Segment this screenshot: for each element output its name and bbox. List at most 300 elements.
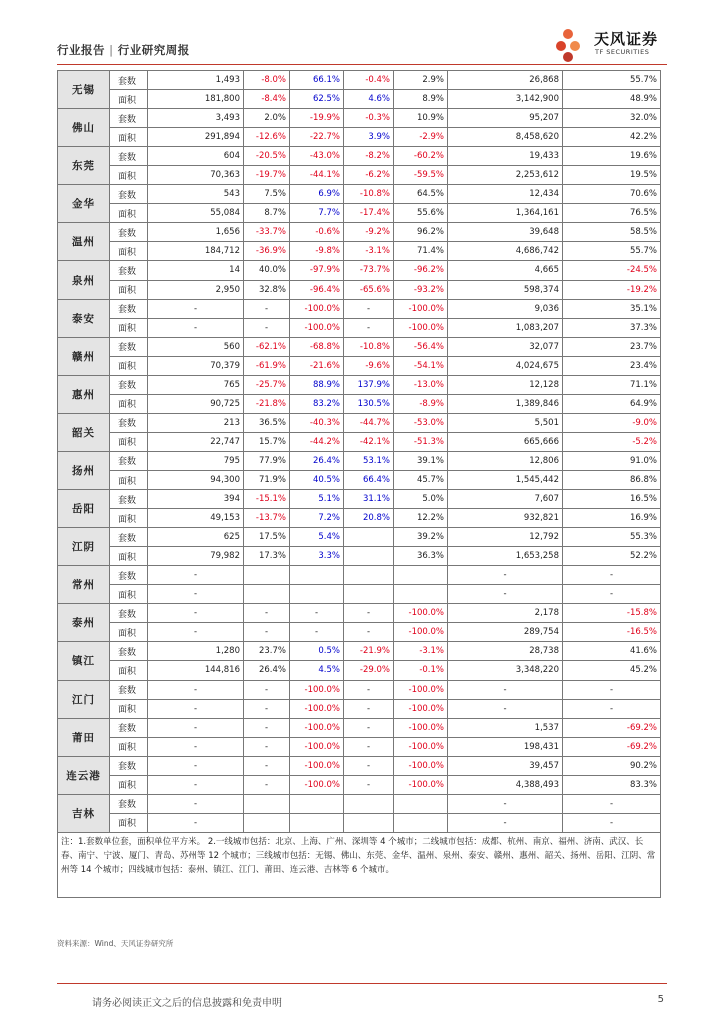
city-name: 惠州 (58, 375, 110, 413)
cell-c4: 40.5% (290, 470, 344, 489)
cell-c4: -44.2% (290, 432, 344, 451)
cell-c7: - (448, 680, 563, 699)
table-row (58, 432, 661, 451)
table-row (58, 71, 661, 90)
cell-c5: 53.1% (344, 451, 394, 470)
cell-c3: -15.1% (244, 490, 290, 509)
cell-c7: 2,253,612 (448, 166, 563, 185)
cell-c5: 31.1% (344, 490, 394, 509)
cell-c7: 289,754 (448, 623, 563, 642)
cell-c3: -8.0% (244, 71, 290, 90)
cell-c6: -100.0% (394, 737, 448, 756)
cell-c3: - (244, 680, 290, 699)
cell-c7: 12,806 (448, 451, 563, 470)
metric-label: 套数 (110, 223, 148, 242)
city-name: 无锡 (58, 71, 110, 109)
cell-c6: -100.0% (394, 604, 448, 623)
cell-c8: 86.8% (563, 470, 661, 489)
cell-c6: -0.1% (394, 661, 448, 680)
cell-c4: 3.3% (290, 547, 344, 566)
cell-c3: 32.8% (244, 280, 290, 299)
cell-c4: -100.0% (290, 718, 344, 737)
cell-c2: - (148, 604, 244, 623)
logo-name-cn: 天风证券 (594, 30, 659, 48)
table-note-row (58, 832, 661, 897)
cell-c4: -21.6% (290, 356, 344, 375)
cell-c5: -44.7% (344, 413, 394, 432)
cell-c8: 32.0% (563, 109, 661, 128)
cell-c8: 71.1% (563, 375, 661, 394)
cell-c5: -3.1% (344, 242, 394, 261)
table-row (58, 509, 661, 528)
metric-label: 面积 (110, 813, 148, 832)
cell-c3: - (244, 318, 290, 337)
cell-c5 (344, 585, 394, 604)
metric-label: 套数 (110, 109, 148, 128)
cell-c4: -43.0% (290, 147, 344, 166)
table-row (58, 451, 661, 470)
cell-c2: 22,747 (148, 432, 244, 451)
metric-label: 面积 (110, 547, 148, 566)
metric-label: 面积 (110, 585, 148, 604)
metric-label: 套数 (110, 337, 148, 356)
metric-label: 面积 (110, 394, 148, 413)
cell-c6: 96.2% (394, 223, 448, 242)
cell-c8: 23.4% (563, 356, 661, 375)
cell-c2: - (148, 299, 244, 318)
cell-c3: 40.0% (244, 261, 290, 280)
cell-c8: -69.2% (563, 737, 661, 756)
disclaimer-text: 请务必阅读正文之后的信息披露和免责申明 (92, 998, 282, 1009)
cell-c2: - (148, 718, 244, 737)
cell-c3: 77.9% (244, 451, 290, 470)
cell-c3: - (244, 604, 290, 623)
table-row (58, 737, 661, 756)
cell-c2: 1,280 (148, 642, 244, 661)
cell-c5: 130.5% (344, 394, 394, 413)
cell-c8: 16.5% (563, 490, 661, 509)
cell-c5: - (344, 299, 394, 318)
cell-c3: 26.4% (244, 661, 290, 680)
cell-c5: 3.9% (344, 128, 394, 147)
cell-c5: -21.9% (344, 642, 394, 661)
cell-c5: - (344, 604, 394, 623)
cell-c4: -68.8% (290, 337, 344, 356)
cell-c5: 137.9% (344, 375, 394, 394)
table-row (58, 147, 661, 166)
cell-c3: -62.1% (244, 337, 290, 356)
cell-c8: 19.5% (563, 166, 661, 185)
cell-c7: 12,128 (448, 375, 563, 394)
cell-c4: -97.9% (290, 261, 344, 280)
cell-c7: 26,868 (448, 71, 563, 90)
metric-label: 面积 (110, 623, 148, 642)
cell-c3: -21.8% (244, 394, 290, 413)
cell-c8: -9.0% (563, 413, 661, 432)
table-row (58, 623, 661, 642)
cell-c7: 1,389,846 (448, 394, 563, 413)
cell-c5 (344, 547, 394, 566)
cell-c5: 66.4% (344, 470, 394, 489)
metric-label: 套数 (110, 642, 148, 661)
cell-c2: 3,493 (148, 109, 244, 128)
table-row (58, 261, 661, 280)
cell-c6: 39.1% (394, 451, 448, 470)
table-row (58, 661, 661, 680)
cell-c5: -0.4% (344, 71, 394, 90)
city-name: 泰安 (58, 299, 110, 337)
cell-c4: -9.8% (290, 242, 344, 261)
cell-c7: 39,648 (448, 223, 563, 242)
cell-c5: - (344, 699, 394, 718)
cell-c4 (290, 794, 344, 813)
cell-c8: - (563, 813, 661, 832)
cell-c3: -13.7% (244, 509, 290, 528)
metric-label: 面积 (110, 509, 148, 528)
cell-c7: 1,545,442 (448, 470, 563, 489)
cell-c6: -3.1% (394, 642, 448, 661)
cell-c8: -69.2% (563, 718, 661, 737)
cell-c3: 23.7% (244, 642, 290, 661)
cell-c6: -100.0% (394, 699, 448, 718)
cell-c2: 625 (148, 528, 244, 547)
cell-c3: 7.5% (244, 185, 290, 204)
city-name: 常州 (58, 566, 110, 604)
cell-c6: 45.7% (394, 470, 448, 489)
cell-c7: - (448, 699, 563, 718)
cell-c8: 76.5% (563, 204, 661, 223)
table-row (58, 185, 661, 204)
table-row (58, 642, 661, 661)
cell-c8: 91.0% (563, 451, 661, 470)
metric-label: 套数 (110, 566, 148, 585)
cell-c8: - (563, 680, 661, 699)
table-row (58, 375, 661, 394)
city-sales-table-container (57, 70, 660, 898)
cell-c6: -100.0% (394, 756, 448, 775)
logo-name-en: TF SECURITIES (595, 48, 650, 56)
cell-c8: 58.5% (563, 223, 661, 242)
cell-c7: 3,142,900 (448, 90, 563, 109)
table-row (58, 318, 661, 337)
cell-c2: 70,379 (148, 356, 244, 375)
cell-c2: 765 (148, 375, 244, 394)
city-name: 连云港 (58, 756, 110, 794)
cell-c8: 55.7% (563, 71, 661, 90)
cell-c3 (244, 794, 290, 813)
cell-c7: 4,388,493 (448, 775, 563, 794)
cell-c5: 20.8% (344, 509, 394, 528)
cell-c2: - (148, 813, 244, 832)
metric-label: 面积 (110, 775, 148, 794)
cell-c3: 36.5% (244, 413, 290, 432)
cell-c7: - (448, 585, 563, 604)
cell-c4: 4.5% (290, 661, 344, 680)
cell-c5: -29.0% (344, 661, 394, 680)
cell-c4: 0.5% (290, 642, 344, 661)
cell-c2: - (148, 699, 244, 718)
table-row (58, 337, 661, 356)
cell-c5: -10.8% (344, 337, 394, 356)
cell-c2: 184,712 (148, 242, 244, 261)
cell-c6 (394, 585, 448, 604)
cell-c7: 4,024,675 (448, 356, 563, 375)
metric-label: 套数 (110, 375, 148, 394)
cell-c3: 17.5% (244, 528, 290, 547)
cell-c2: 181,800 (148, 90, 244, 109)
tf-logo-icon (554, 26, 592, 64)
cell-c4: -100.0% (290, 775, 344, 794)
city-name: 扬州 (58, 451, 110, 489)
cell-c7: 9,036 (448, 299, 563, 318)
cell-c8: 42.2% (563, 128, 661, 147)
table-row (58, 680, 661, 699)
cell-c7: - (448, 813, 563, 832)
cell-c7: 32,077 (448, 337, 563, 356)
cell-c8: 48.9% (563, 90, 661, 109)
cell-c7: - (448, 566, 563, 585)
cell-c2: 49,153 (148, 509, 244, 528)
cell-c2: 94,300 (148, 470, 244, 489)
cell-c8: -15.8% (563, 604, 661, 623)
metric-label: 套数 (110, 528, 148, 547)
cell-c2: - (148, 585, 244, 604)
city-name: 泉州 (58, 261, 110, 299)
cell-c3: 2.0% (244, 109, 290, 128)
cell-c2: - (148, 794, 244, 813)
cell-c4: -100.0% (290, 737, 344, 756)
cell-c8: - (563, 699, 661, 718)
cell-c3 (244, 566, 290, 585)
cell-c3: -20.5% (244, 147, 290, 166)
cell-c4: 66.1% (290, 71, 344, 90)
metric-label: 套数 (110, 451, 148, 470)
cell-c3 (244, 585, 290, 604)
cell-c7: 598,374 (448, 280, 563, 299)
metric-label: 面积 (110, 204, 148, 223)
city-name: 韶关 (58, 413, 110, 451)
cell-c7: 1,537 (448, 718, 563, 737)
cell-c6: 10.9% (394, 109, 448, 128)
cell-c5: 4.6% (344, 90, 394, 109)
cell-c6: 8.9% (394, 90, 448, 109)
cell-c6: -59.5% (394, 166, 448, 185)
metric-label: 面积 (110, 737, 148, 756)
cell-c7: 4,665 (448, 261, 563, 280)
cell-c2: 1,493 (148, 71, 244, 90)
table-row (58, 413, 661, 432)
cell-c6: 2.9% (394, 71, 448, 90)
cell-c6: 71.4% (394, 242, 448, 261)
table-row (58, 166, 661, 185)
cell-c8: 55.7% (563, 242, 661, 261)
cell-c7: 1,083,207 (448, 318, 563, 337)
cell-c8: 55.3% (563, 528, 661, 547)
cell-c2: 90,725 (148, 394, 244, 413)
cell-c5: - (344, 623, 394, 642)
table-row (58, 299, 661, 318)
cell-c3: 8.7% (244, 204, 290, 223)
cell-c7: 4,686,742 (448, 242, 563, 261)
cell-c5: -73.7% (344, 261, 394, 280)
table-row (58, 528, 661, 547)
cell-c7: 5,501 (448, 413, 563, 432)
city-name: 镇江 (58, 642, 110, 680)
cell-c8: 45.2% (563, 661, 661, 680)
cell-c3: -25.7% (244, 375, 290, 394)
cell-c3: - (244, 775, 290, 794)
cell-c4: -22.7% (290, 128, 344, 147)
cell-c8: 52.2% (563, 547, 661, 566)
cell-c5: -17.4% (344, 204, 394, 223)
cell-c6: -93.2% (394, 280, 448, 299)
metric-label: 套数 (110, 261, 148, 280)
city-name: 江门 (58, 680, 110, 718)
cell-c7: 8,458,620 (448, 128, 563, 147)
table-note: 注：1.套数单位套，面积单位平方米。 2.一线城市包括：北京、上海、广州、深圳等 4 个城市；二线城市包括：成都、杭州、南京、福州、济南、武汉、长春、南宁、宁波、厦门、青岛、苏州等 12 个城市；三线城市包括：无锡、佛山、东莞、金华、温州、泉州、泰安、赣州、惠州、韶关、扬州、岳阳、江阴、常州等 14 个城市；四线城市包括：泰州、镇江、江门、莆田、连云港、吉林等 6 个城市。 (58, 832, 661, 897)
cell-c5: - (344, 680, 394, 699)
table-row (58, 718, 661, 737)
cell-c3: -36.9% (244, 242, 290, 261)
cell-c6: -2.9% (394, 128, 448, 147)
table-row (58, 394, 661, 413)
cell-c4: 7.2% (290, 509, 344, 528)
cell-c2: 55,084 (148, 204, 244, 223)
cell-c2: - (148, 756, 244, 775)
cell-c7: - (448, 794, 563, 813)
cell-c6: -100.0% (394, 318, 448, 337)
cell-c3: -19.7% (244, 166, 290, 185)
cell-c5: - (344, 718, 394, 737)
cell-c4: - (290, 623, 344, 642)
cell-c5 (344, 794, 394, 813)
table-row (58, 756, 661, 775)
cell-c4: -100.0% (290, 699, 344, 718)
cell-c6: -96.2% (394, 261, 448, 280)
table-row (58, 242, 661, 261)
cell-c6: -8.9% (394, 394, 448, 413)
cell-c8: - (563, 566, 661, 585)
cell-c5: -9.2% (344, 223, 394, 242)
table-row (58, 566, 661, 585)
cell-c3: -12.6% (244, 128, 290, 147)
table-row (58, 128, 661, 147)
cell-c7: 19,433 (448, 147, 563, 166)
cell-c6: -100.0% (394, 680, 448, 699)
cell-c2: 604 (148, 147, 244, 166)
cell-c3: 71.9% (244, 470, 290, 489)
cell-c8: 83.3% (563, 775, 661, 794)
cell-c5: -8.2% (344, 147, 394, 166)
cell-c2: - (148, 318, 244, 337)
cell-c6: -54.1% (394, 356, 448, 375)
metric-label: 套数 (110, 71, 148, 90)
cell-c7: 1,364,161 (448, 204, 563, 223)
cell-c3: - (244, 623, 290, 642)
table-row (58, 280, 661, 299)
table-row (58, 604, 661, 623)
metric-label: 套数 (110, 490, 148, 509)
city-name: 岳阳 (58, 490, 110, 528)
cell-c4: -100.0% (290, 756, 344, 775)
cell-c8: - (563, 794, 661, 813)
metric-label: 面积 (110, 661, 148, 680)
cell-c7: 39,457 (448, 756, 563, 775)
cell-c6: -60.2% (394, 147, 448, 166)
cell-c5 (344, 528, 394, 547)
cell-c4: 5.4% (290, 528, 344, 547)
cell-c4 (290, 566, 344, 585)
cell-c2: 14 (148, 261, 244, 280)
cell-c3: - (244, 299, 290, 318)
cell-c8: -19.2% (563, 280, 661, 299)
metric-label: 面积 (110, 242, 148, 261)
metric-label: 面积 (110, 280, 148, 299)
cell-c2: 560 (148, 337, 244, 356)
cell-c2: - (148, 680, 244, 699)
cell-c8: 64.9% (563, 394, 661, 413)
cell-c7: 665,666 (448, 432, 563, 451)
cell-c6: -100.0% (394, 623, 448, 642)
cell-c8: - (563, 585, 661, 604)
cell-c4: -19.9% (290, 109, 344, 128)
report-subtype: 行业研究周报 (117, 43, 190, 57)
cell-c4: -100.0% (290, 318, 344, 337)
cell-c5: -9.6% (344, 356, 394, 375)
table-row (58, 699, 661, 718)
table-row (58, 585, 661, 604)
cell-c7: 2,178 (448, 604, 563, 623)
cell-c4: 5.1% (290, 490, 344, 509)
cell-c3: -8.4% (244, 90, 290, 109)
cell-c6 (394, 566, 448, 585)
cell-c8: -16.5% (563, 623, 661, 642)
table-row (58, 813, 661, 832)
cell-c4: -96.4% (290, 280, 344, 299)
cell-c6: 64.5% (394, 185, 448, 204)
metric-label: 套数 (110, 756, 148, 775)
table-row (58, 109, 661, 128)
cell-c4: 6.9% (290, 185, 344, 204)
cell-c2: - (148, 623, 244, 642)
cell-c8: 35.1% (563, 299, 661, 318)
data-source: 资料来源：Wind、天风证券研究所 (57, 939, 174, 948)
cell-c2: - (148, 775, 244, 794)
cell-c5 (344, 813, 394, 832)
cell-c7: 1,653,258 (448, 547, 563, 566)
cell-c5: - (344, 756, 394, 775)
cell-c4: -100.0% (290, 680, 344, 699)
cell-c5: -42.1% (344, 432, 394, 451)
metric-label: 套数 (110, 794, 148, 813)
table-row (58, 356, 661, 375)
cell-c2: - (148, 737, 244, 756)
cell-c6: 12.2% (394, 509, 448, 528)
city-name: 金华 (58, 185, 110, 223)
header-divider (57, 64, 667, 65)
page-number: 5 (657, 994, 664, 1005)
cell-c8: 16.9% (563, 509, 661, 528)
city-name: 泰州 (58, 604, 110, 642)
cell-c3: - (244, 737, 290, 756)
cell-c2: 79,982 (148, 547, 244, 566)
metric-label: 面积 (110, 699, 148, 718)
cell-c2: 2,950 (148, 280, 244, 299)
cell-c7: 7,607 (448, 490, 563, 509)
city-name: 佛山 (58, 109, 110, 147)
cell-c6: -100.0% (394, 718, 448, 737)
cell-c2: 1,656 (148, 223, 244, 242)
